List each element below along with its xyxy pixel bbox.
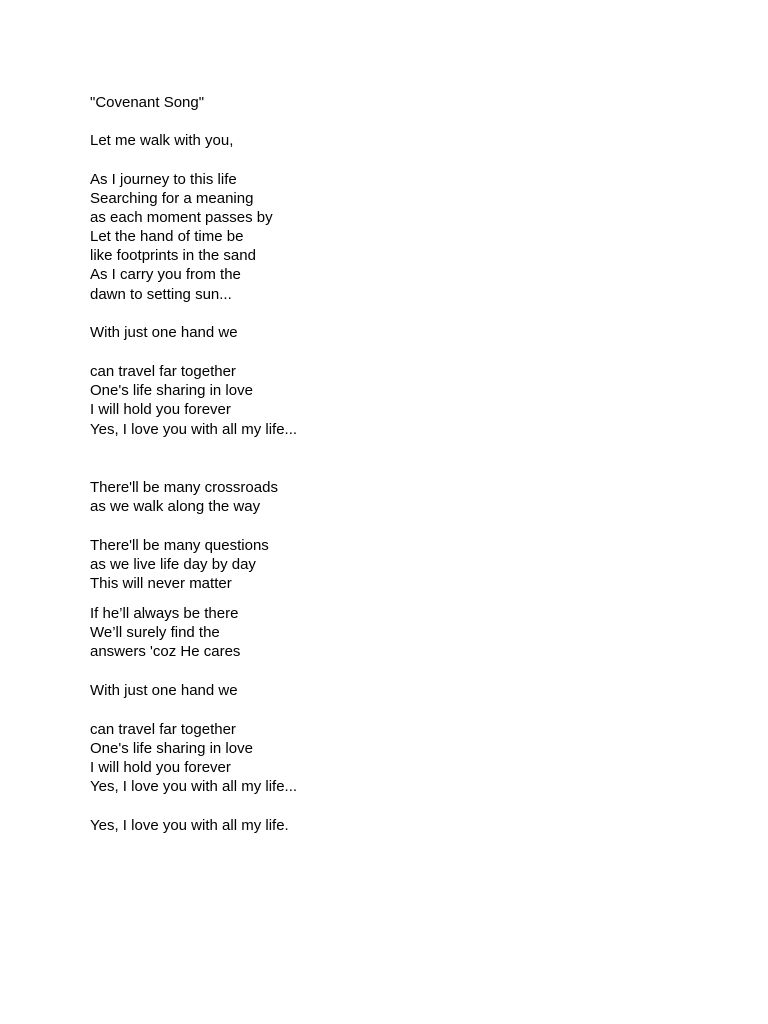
lyric-line: as we live life day by day <box>90 556 256 573</box>
lyric-line: I will hold you forever <box>90 401 231 418</box>
lyric-line: As I journey to this life <box>90 171 237 188</box>
lyric-line: as each moment passes by <box>90 209 273 226</box>
lyric-line: like footprints in the sand <box>90 247 256 264</box>
song-title: "Covenant Song" <box>90 94 205 111</box>
lyric-line: We’ll surely find the <box>90 624 220 641</box>
lyric-line: Yes, I love you with all my life... <box>90 421 298 438</box>
lyric-line: With just one hand we <box>90 682 238 699</box>
lyric-line: If he’ll always be there <box>90 605 239 622</box>
lyric-line: As I carry you from the <box>90 266 241 283</box>
lyric-line: as we walk along the way <box>90 498 261 515</box>
lyric-line: This will never matter <box>90 575 232 592</box>
lyric-line: There'll be many crossroads <box>90 479 278 496</box>
lyric-line: Let me walk with you, <box>90 132 234 149</box>
lyric-line: I will hold you forever <box>90 759 231 776</box>
lyric-line: There'll be many questions <box>90 537 269 554</box>
lyric-line: Yes, I love you with all my life... <box>90 778 298 795</box>
lyric-line: can travel far together <box>90 363 236 380</box>
lyric-line: Searching for a meaning <box>90 190 254 207</box>
lyric-line: answers 'coz He cares <box>90 643 241 660</box>
lyric-line: dawn to setting sun... <box>90 286 232 303</box>
lyric-line: can travel far together <box>90 721 236 738</box>
lyric-line: Yes, I love you with all my life. <box>90 817 289 834</box>
lyric-line: One's life sharing in love <box>90 740 253 757</box>
lyric-line: Let the hand of time be <box>90 228 244 245</box>
lyric-line: One's life sharing in love <box>90 382 253 399</box>
lyric-line: With just one hand we <box>90 324 238 341</box>
